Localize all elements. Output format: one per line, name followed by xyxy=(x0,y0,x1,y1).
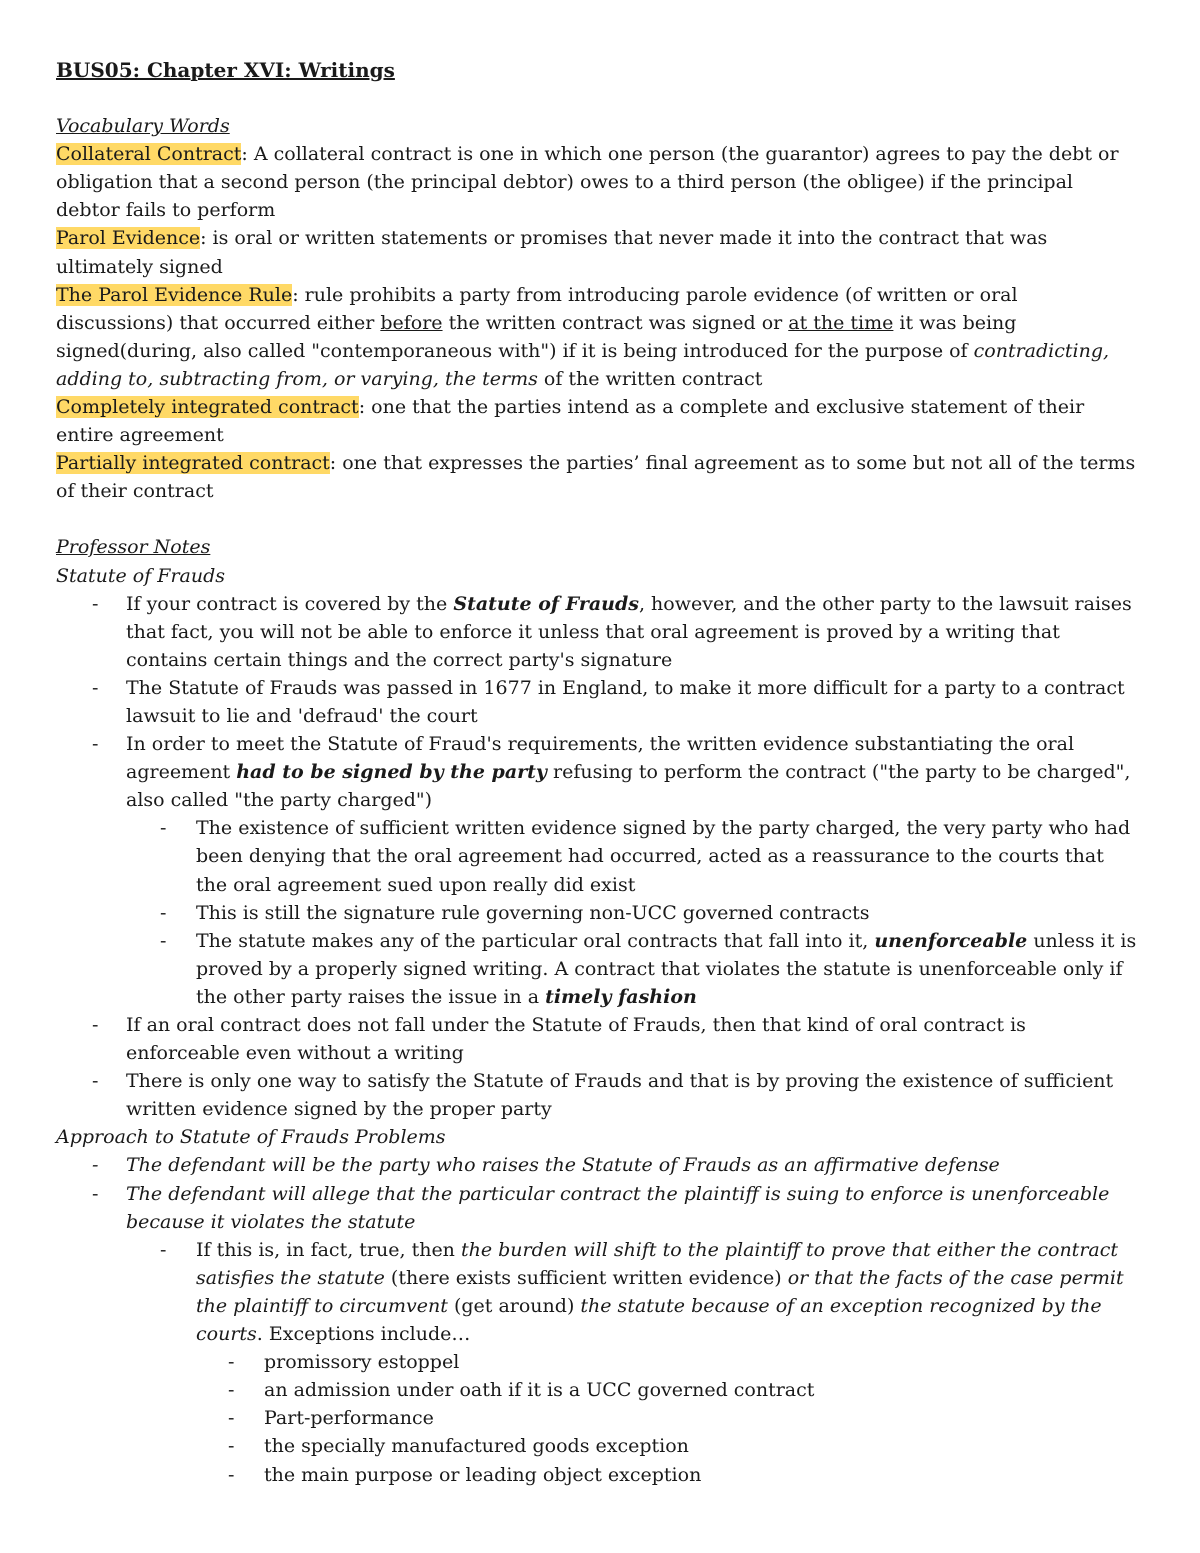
bold-italic-phrase: unenforceable xyxy=(874,929,1028,952)
list-item: - The Statute of Frauds was passed in 1677 in England, to make it more difficult for a party to a contract lawsuit to lie and 'defraud' the court xyxy=(56,674,1140,730)
underlined-at-the-time: at the time xyxy=(788,311,894,334)
bold-italic-phrase: had to be signed by the party xyxy=(236,761,547,784)
list-item: - The existence of sufficient written evidence signed by the party charged, the very party who had been denying that the oral agreement had occurred, acted as a reassurance to the courts that the oral agreement sued upon really did exist xyxy=(124,814,1140,898)
term-definition: : A collateral contract is one in which one person (the guarantor) agrees to pay the debt or obligation that a second person (the principal debtor) owes to a third person (the obligee) if the principal debtor fails to perform xyxy=(56,143,1119,222)
vocabulary-heading: Vocabulary Words xyxy=(56,115,230,138)
item-text: The defendant will allege that the particular contract the plaintiff is suing to enforce is unenforceable because it violates the statute xyxy=(126,1182,1110,1233)
italic-phrase: contradicting, adding to, subtracting from, or varying, the terms xyxy=(56,339,1110,390)
term-definition: : one that expresses the parties’ final agreement as to some but not all of the terms of their contract xyxy=(56,452,1136,503)
professor-notes-heading: Professor Notes xyxy=(56,536,211,559)
exception-item: - an admission under oath if it is a UCC governed contract xyxy=(194,1376,1140,1404)
italic-phrase: the statute because of an exception recognized by the courts xyxy=(196,1294,1102,1346)
term-highlight: Parol Evidence xyxy=(56,227,201,250)
item-text: unless it is proved by a properly signed writing. A contract that violates the statute is unenforceable only if the other party raises the issue in a xyxy=(196,929,1137,1008)
statute-of-frauds-list xyxy=(56,590,1140,1124)
item-text: . Exceptions include… xyxy=(256,1323,471,1346)
term-highlight: Partially integrated contract xyxy=(56,452,330,475)
vocab-collateral-contract xyxy=(56,140,1140,224)
item-text: (there exists sufficient written evidence) xyxy=(384,1266,788,1289)
item-text: The statute makes any of the particular oral contracts that fall into it, xyxy=(196,929,875,952)
approach-heading: Approach to Statute of Frauds Problems xyxy=(56,1126,446,1149)
list-item xyxy=(56,590,1140,674)
nested-list xyxy=(124,814,1140,1011)
vocab-parol-evidence-rule xyxy=(56,281,1140,393)
term-highlight: The Parol Evidence Rule xyxy=(56,283,293,306)
document-title: BUS05: Chapter XVI: Writings xyxy=(56,58,395,82)
item-text: refusing to perform the contract ("the party to be charged", also called "the party charged") xyxy=(126,761,1131,812)
term-highlight: Completely integrated contract xyxy=(56,396,359,419)
vocab-partially-integrated xyxy=(56,449,1140,505)
exception-item: - the main purpose or leading object exception xyxy=(194,1461,1140,1489)
item-text: If your contract is covered by the xyxy=(126,592,454,615)
italic-phrase: or that the facts of the case permit the plaintiff to circumvent xyxy=(196,1266,1124,1317)
exception-item: - promissory estoppel xyxy=(194,1348,1140,1376)
exception-item: - Part-performance xyxy=(194,1404,1140,1432)
list-item xyxy=(124,927,1140,1011)
definition-text: it was being signed(during, also called "contemporaneous with") if it is being introduced for the purpose of xyxy=(56,311,1017,362)
list-item xyxy=(56,1180,1140,1489)
list-item xyxy=(56,730,1140,1011)
exception-item: - the specially manufactured goods exception xyxy=(194,1432,1140,1460)
exceptions-list xyxy=(194,1348,1140,1488)
vocab-completely-integrated xyxy=(56,393,1140,449)
item-text: , however, and the other party to the lawsuit raises that fact, you will not be able to enforce it unless that oral agreement is proved by a writing that contains certain things and the correct party's signature xyxy=(126,592,1132,671)
statute-of-frauds-heading: Statute of Frauds xyxy=(56,564,226,587)
definition-text: of the written contract xyxy=(537,367,763,390)
underlined-before: before xyxy=(380,311,443,334)
spacer xyxy=(56,505,1140,533)
italic-phrase: the burden will shift to the plaintiff to prove that either the contract satisfies the statute xyxy=(196,1238,1118,1289)
definition-text: : rule prohibits a party from introducing parole evidence (of written or oral discussions) that occurred either xyxy=(56,283,1018,334)
list-item: - The defendant will be the party who raises the Statute of Frauds as an affirmative defense xyxy=(56,1151,1140,1179)
bold-italic-phrase: Statute of Frauds xyxy=(453,592,639,615)
list-item: - This is still the signature rule governing non-UCC governed contracts xyxy=(124,899,1140,927)
term-highlight: Collateral Contract xyxy=(56,143,242,166)
term-definition: : one that the parties intend as a complete and exclusive statement of their entire agreement xyxy=(56,396,1085,447)
definition-text: the written contract was signed or xyxy=(442,311,789,334)
list-item: - If an oral contract does not fall under the Statute of Frauds, then that kind of oral contract is enforceable even without a writing xyxy=(56,1011,1140,1067)
approach-list xyxy=(56,1151,1140,1488)
list-item xyxy=(124,1236,1140,1489)
item-text: In order to meet the Statute of Fraud's requirements, the written evidence substantiating the oral agreement xyxy=(126,733,1075,784)
term-definition: : is oral or written statements or promises that never made it into the contract that was ultimately signed xyxy=(56,227,1048,278)
item-text: If this is, in fact, true, then xyxy=(196,1238,461,1261)
vocab-parol-evidence xyxy=(56,224,1140,280)
nested-list xyxy=(124,1236,1140,1489)
item-text: (get around) xyxy=(447,1294,581,1317)
list-item: - There is only one way to satisfy the Statute of Frauds and that is by proving the existence of sufficient written evidence signed by the proper party xyxy=(56,1067,1140,1123)
bold-italic-phrase: timely fashion xyxy=(545,985,697,1008)
